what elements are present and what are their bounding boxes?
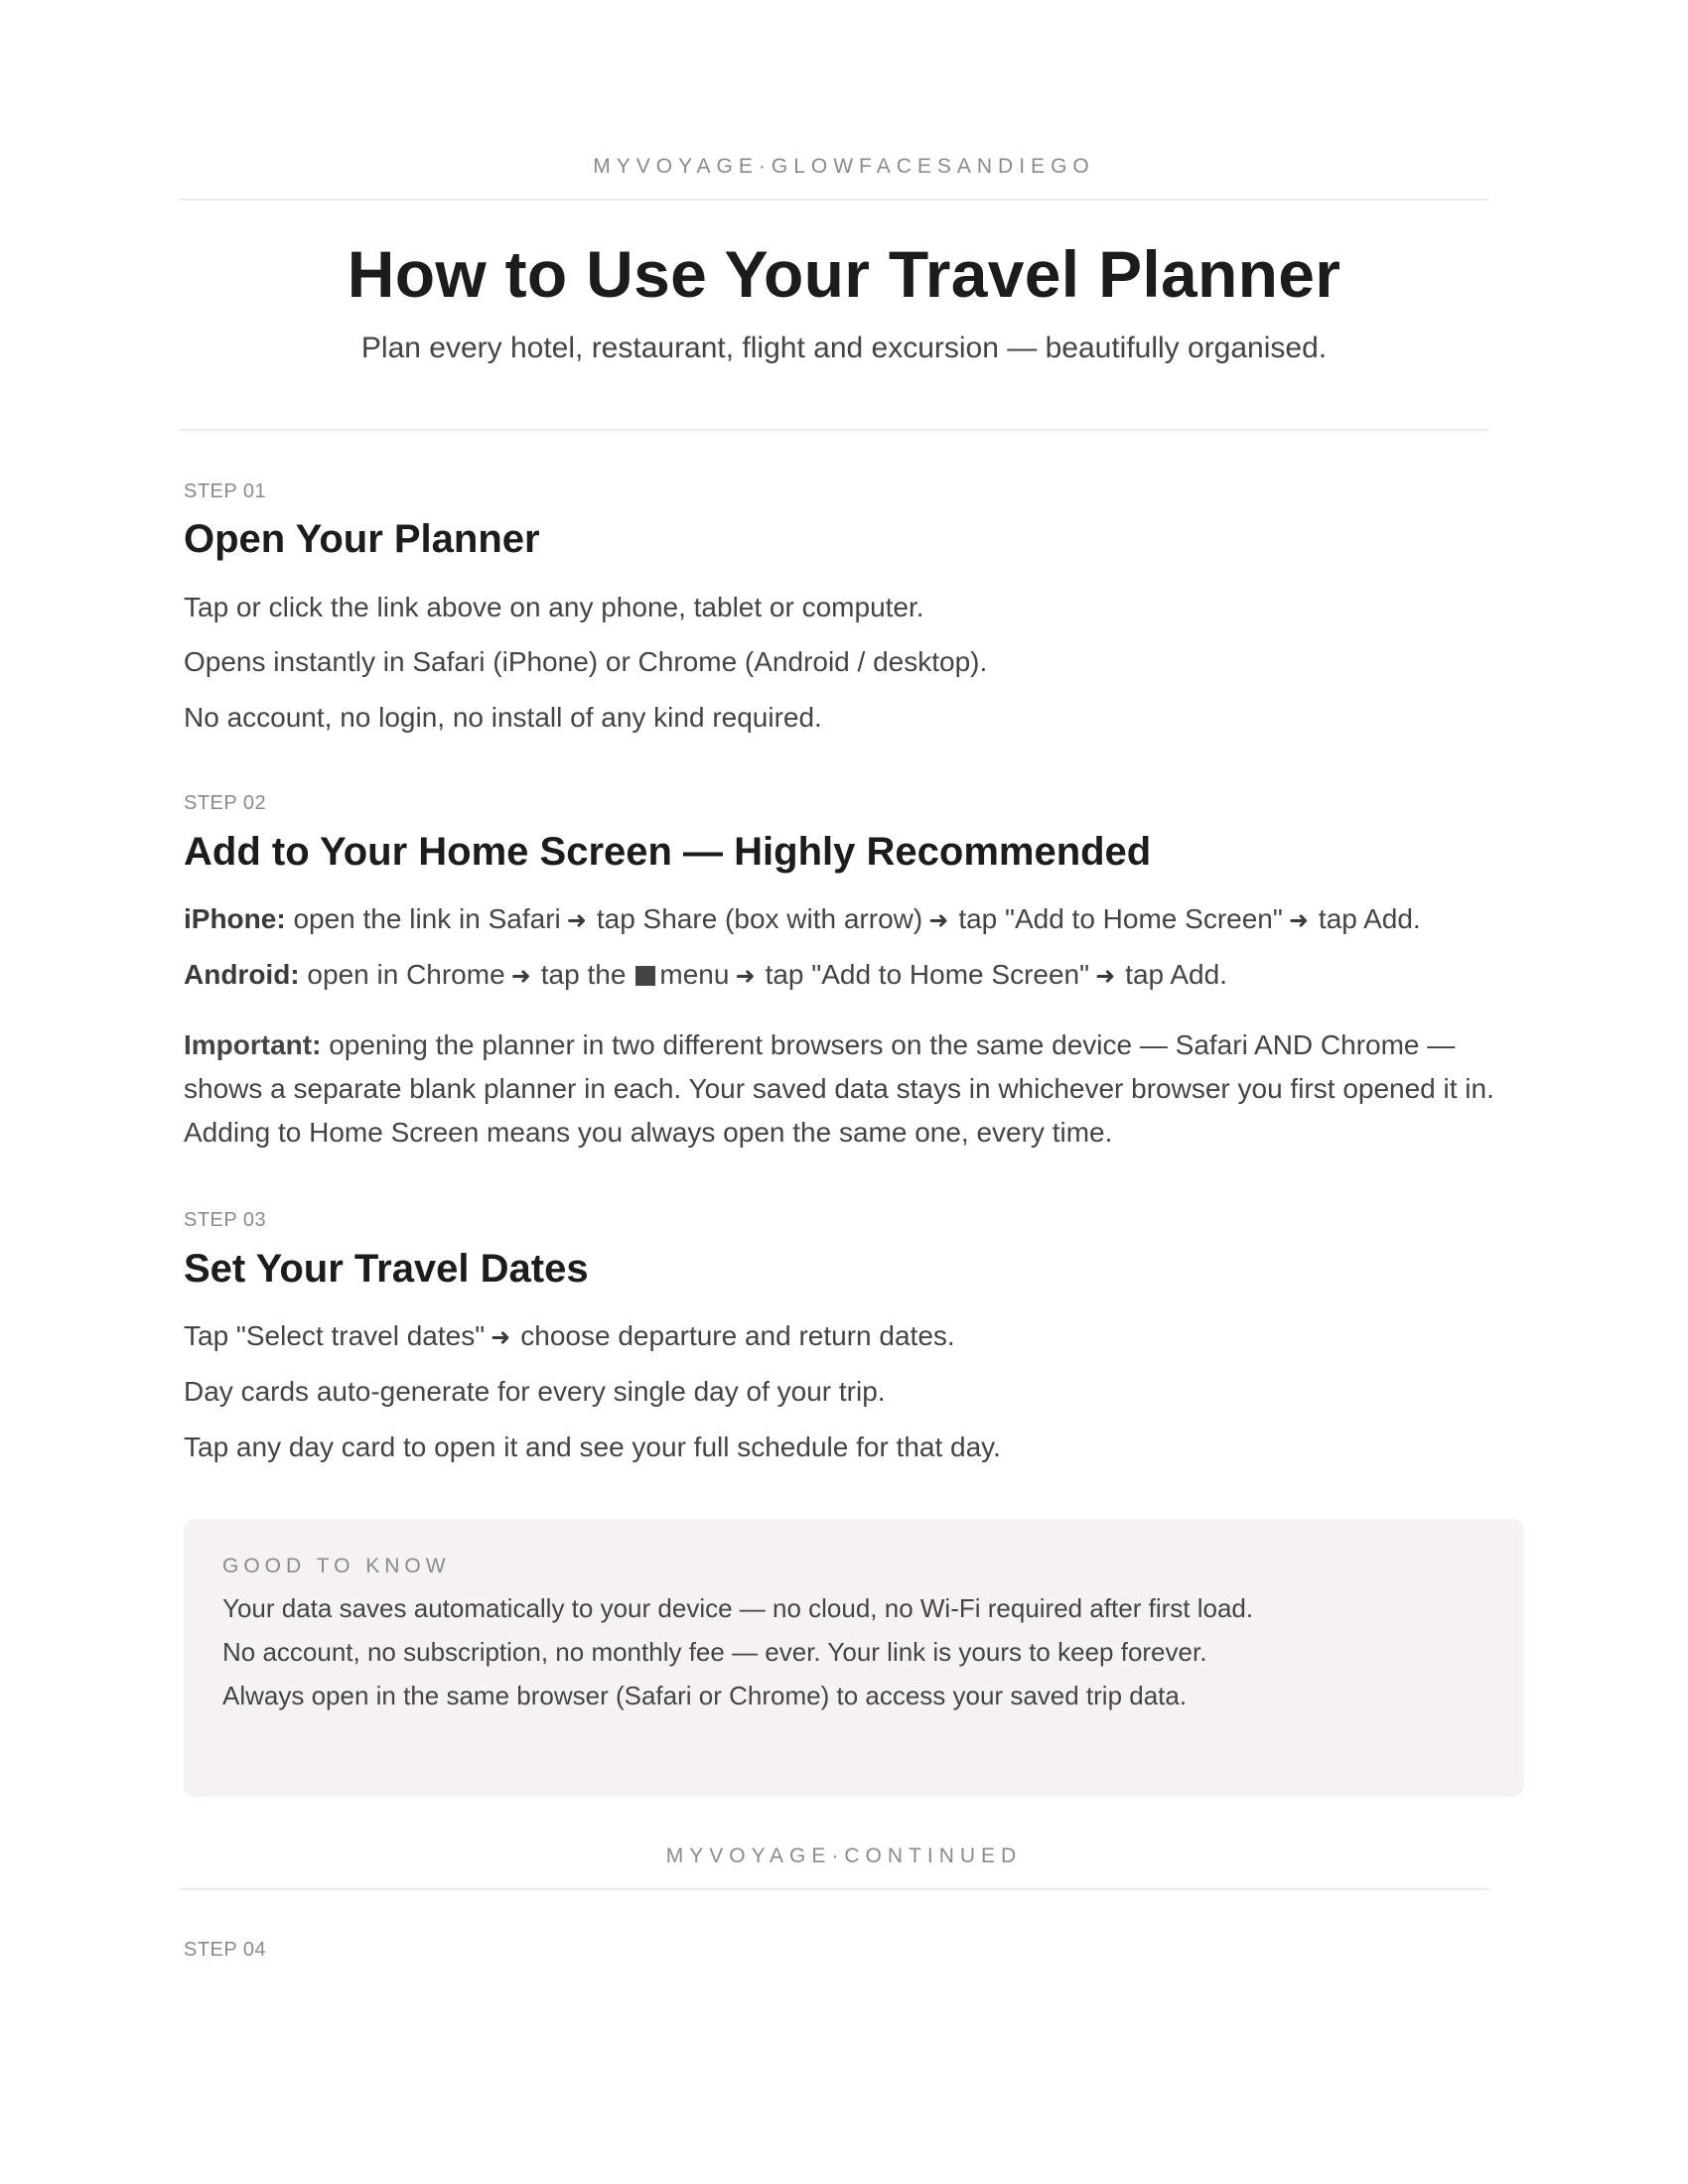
- continued-divider: [179, 1888, 1489, 1890]
- iphone-prefix: iPhone:: [184, 903, 286, 934]
- arrow-right-icon: ➜: [566, 907, 587, 934]
- instruction-part: Tap "Select travel dates": [184, 1320, 486, 1351]
- instruction-part: tap "Add to Home Screen": [958, 903, 1283, 934]
- step-line: Opens instantly in Safari (iPhone) or Chrome (Android / desktop).: [184, 646, 988, 677]
- instruction-part: tap Add.: [1125, 959, 1227, 990]
- arrow-right-icon: ➜: [1095, 963, 1116, 990]
- callout-label: GOOD TO KNOW: [222, 1555, 451, 1577]
- instruction-part: open in Chrome: [307, 959, 505, 990]
- instruction-part: tap the: [540, 959, 627, 990]
- step-label: STEP 04: [184, 1939, 267, 1961]
- instruction-part: tap Add.: [1318, 903, 1421, 934]
- instruction-part: open the link in Safari: [293, 903, 561, 934]
- important-prefix: Important:: [184, 1029, 322, 1060]
- brand-continued: MYVOYAGE·CONTINUED: [665, 1844, 1023, 1867]
- step-title: Add to Your Home Screen — Highly Recommended: [184, 830, 1152, 874]
- android-prefix: Android:: [184, 959, 300, 990]
- step-line: Tap or click the link above on any phone, tablet or computer.: [184, 592, 924, 622]
- page-subtitle: Plan every hotel, restaurant, flight and excursion — beautifully organised.: [360, 332, 1328, 364]
- header-divider: [179, 199, 1489, 201]
- arrow-right-icon: ➜: [491, 1324, 511, 1351]
- step-line: Tap any day card to open it and see your full schedule for that day.: [184, 1432, 1001, 1462]
- instruction-part: choose departure and return dates.: [520, 1320, 955, 1351]
- step-line: [184, 1320, 955, 1352]
- arrow-right-icon: ➜: [1288, 907, 1309, 934]
- arrow-right-icon: ➜: [510, 963, 531, 990]
- step-label: STEP 01: [184, 480, 267, 502]
- step-title: Set Your Travel Dates: [184, 1247, 589, 1291]
- menu-icon: [635, 966, 655, 986]
- callout-line: No account, no subscription, no monthly fee — ever. Your link is yours to keep forever.: [222, 1637, 1207, 1667]
- instruction-part: tap Share (box with arrow): [596, 903, 923, 934]
- important-note: [184, 1024, 1514, 1155]
- brand-header: MYVOYAGE·GLOWFACESANDIEGO: [593, 155, 1095, 178]
- iphone-instructions: [184, 903, 1421, 935]
- step-title: Open Your Planner: [184, 517, 540, 561]
- instruction-part: menu: [659, 959, 730, 990]
- step-label: STEP 03: [184, 1209, 267, 1231]
- important-text: opening the planner in two different browsers on the same device — Safari AND Chrome — shows a separate blank planner in each. Your saved data stays in whichever browser you first opened it in. Adding to Home Screen means you always open the same one, every time.: [184, 1029, 1494, 1148]
- callout-line: Your data saves automatically to your device — no cloud, no Wi-Fi required after first load.: [222, 1593, 1254, 1623]
- arrow-right-icon: ➜: [928, 907, 949, 934]
- step-label: STEP 02: [184, 792, 267, 814]
- title-divider: [179, 429, 1489, 431]
- android-instructions: [184, 959, 1227, 991]
- good-to-know-callout: [184, 1519, 1524, 1797]
- arrow-right-icon: ➜: [735, 963, 756, 990]
- instruction-part: tap "Add to Home Screen": [765, 959, 1090, 990]
- step-line: Day cards auto-generate for every single day of your trip.: [184, 1376, 886, 1407]
- step-line: No account, no login, no install of any kind required.: [184, 702, 822, 733]
- callout-line: Always open in the same browser (Safari or Chrome) to access your saved trip data.: [222, 1681, 1188, 1710]
- page-title: How to Use Your Travel Planner: [347, 237, 1341, 311]
